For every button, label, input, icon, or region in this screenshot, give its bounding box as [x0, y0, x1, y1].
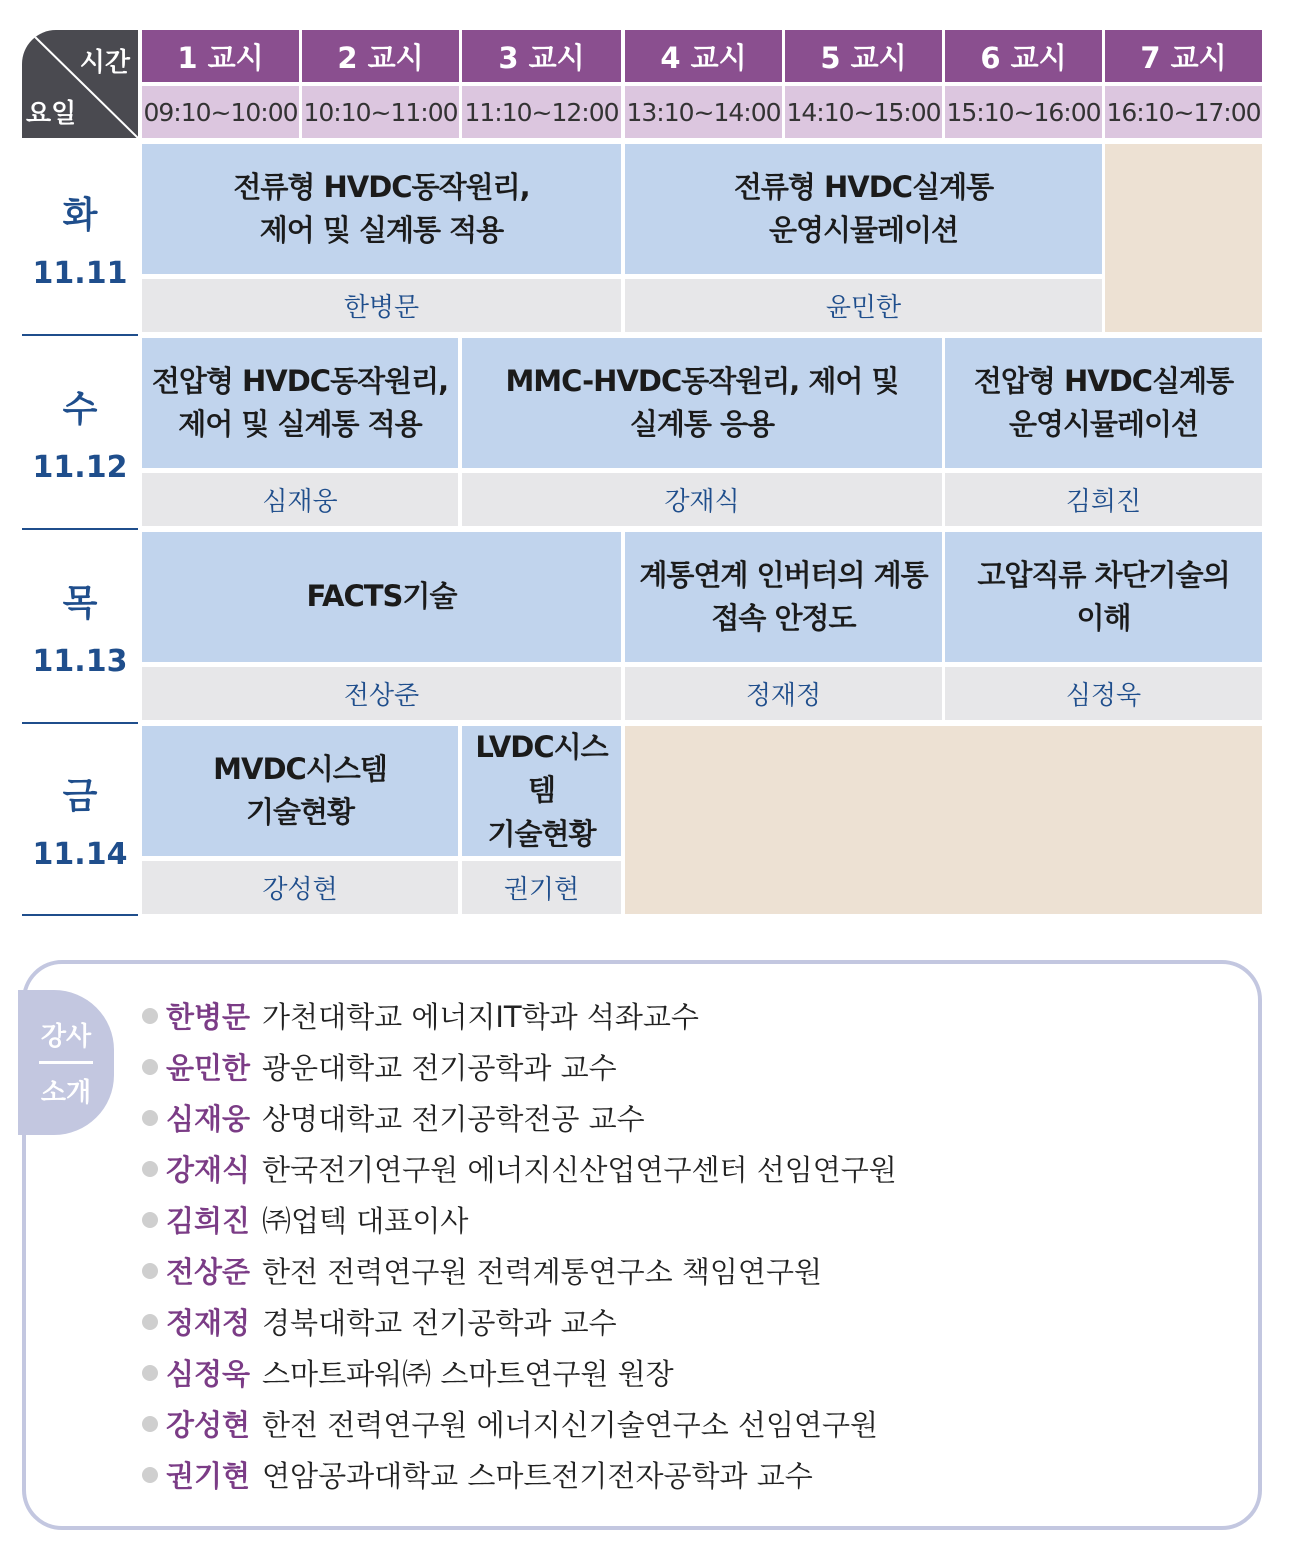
day-name: 화 — [62, 195, 98, 236]
session-title-tue-1 — [142, 144, 621, 274]
session-title-line: 운영시뮬레이션 — [1008, 407, 1199, 441]
session-title-line: 제어 및 실계통 적용 — [178, 407, 422, 441]
instructor-name: 정재정 — [166, 1306, 251, 1340]
bullet-icon — [142, 1263, 158, 1279]
instructor-list — [142, 990, 1242, 1500]
instructor-name: 전상준 — [166, 1255, 251, 1289]
day-label-fri — [22, 726, 138, 916]
session-title-line: 제어 및 실계통 적용 — [259, 213, 504, 247]
session-title-fri-1 — [142, 726, 458, 856]
day-date: 11.11 — [32, 256, 128, 291]
session-instructor-thu-1: 전상준 — [142, 667, 621, 720]
session-title-line: 전류형 HVDC동작원리, — [233, 169, 530, 204]
day-label-thu — [22, 532, 138, 724]
session-title-wed-2 — [462, 338, 942, 468]
session-title-line: MVDC시스템 — [213, 751, 387, 786]
session-instructor-wed-1: 심재웅 — [142, 473, 458, 526]
session-title-thu-2 — [625, 532, 942, 662]
day-name: 수 — [62, 389, 98, 430]
empty-slot — [1105, 144, 1262, 332]
list-item — [142, 1398, 1242, 1449]
bullet-icon — [142, 1110, 158, 1126]
badge-line: 소개 — [40, 1078, 92, 1108]
list-item — [142, 990, 1242, 1041]
session-title-line: MMC-HVDC동작원리, 제어 및 — [505, 363, 899, 398]
instructor-name: 권기현 — [166, 1459, 251, 1493]
instructor-name: 심정욱 — [166, 1357, 251, 1391]
instructor-name: 심재웅 — [166, 1102, 251, 1136]
session-title-line: 이해 — [1076, 601, 1131, 635]
instructor-name: 윤민한 — [166, 1051, 251, 1085]
instructor-intro-badge — [18, 990, 114, 1135]
instructor-desc: 한국전기연구원 에너지신산업연구센터 선임연구원 — [262, 1153, 897, 1187]
period-header-1: 1 교시 — [142, 30, 299, 82]
session-title-wed-3 — [945, 338, 1262, 468]
bullet-icon — [142, 1314, 158, 1330]
day-name: 금 — [62, 776, 98, 817]
bullet-icon — [142, 1416, 158, 1432]
instructor-desc: ㈜업텍 대표이사 — [262, 1204, 469, 1238]
instructor-desc: 상명대학교 전기공학전공 교수 — [262, 1102, 645, 1136]
bullet-icon — [142, 1365, 158, 1381]
instructor-desc: 연암공과대학교 스마트전기전자공학과 교수 — [262, 1459, 813, 1493]
bullet-icon — [142, 1212, 158, 1228]
period-time-2: 10:10~11:00 — [302, 86, 459, 138]
bullet-icon — [142, 1161, 158, 1177]
list-item — [142, 1041, 1242, 1092]
list-item — [142, 1245, 1242, 1296]
session-instructor-tue-1: 한병문 — [142, 279, 621, 332]
session-title-fri-2 — [462, 726, 621, 856]
session-title-line: LVDC시스템 — [475, 729, 608, 808]
session-instructor-thu-2: 정재정 — [625, 667, 942, 720]
session-title-line: 고압직류 차단기술의 — [977, 557, 1230, 592]
instructor-desc: 가천대학교 에너지IT학과 석좌교수 — [262, 1000, 699, 1034]
session-title-thu-1 — [142, 532, 621, 662]
instructor-name: 한병문 — [166, 1000, 251, 1034]
session-title-line: 접속 안정도 — [711, 601, 856, 635]
session-instructor-fri-2: 권기현 — [462, 861, 621, 914]
badge-line: 강사 — [40, 1022, 92, 1052]
day-label-wed — [22, 338, 138, 530]
period-time-6: 15:10~16:00 — [945, 86, 1102, 138]
period-time-3: 11:10~12:00 — [462, 86, 621, 138]
bullet-icon — [142, 1059, 158, 1075]
period-time-4: 13:10~14:00 — [625, 86, 782, 138]
session-instructor-wed-2: 강재식 — [462, 473, 942, 526]
session-title-thu-3 — [945, 532, 1262, 662]
period-time-1: 09:10~10:00 — [142, 86, 299, 138]
instructor-desc: 한전 전력연구원 전력계통연구소 책임연구원 — [262, 1255, 822, 1289]
session-title-line: 계통연계 인버터의 계통 — [639, 557, 928, 592]
session-title-tue-2 — [625, 144, 1102, 274]
corner-time-label: 시간 — [79, 48, 130, 78]
period-header-4: 4 교시 — [625, 30, 782, 82]
list-item — [142, 1449, 1242, 1500]
day-name: 목 — [62, 583, 98, 624]
period-time-7: 16:10~17:00 — [1105, 86, 1262, 138]
corner-day-label: 요일 — [26, 99, 77, 129]
period-header-3: 3 교시 — [462, 30, 621, 82]
session-title-line: 기술현황 — [487, 816, 596, 851]
list-item — [142, 1347, 1242, 1398]
session-title-line: 전압형 HVDC동작원리, — [151, 363, 449, 398]
period-header-7: 7 교시 — [1105, 30, 1262, 82]
instructor-desc: 광운대학교 전기공학과 교수 — [262, 1051, 617, 1085]
day-date: 11.14 — [32, 837, 128, 872]
period-header-5: 5 교시 — [785, 30, 942, 82]
corner-header — [22, 30, 138, 138]
instructor-desc: 스마트파워㈜ 스마트연구원 원장 — [262, 1357, 674, 1391]
session-title-line: 전류형 HVDC실계통 — [733, 169, 994, 204]
day-date: 11.12 — [32, 450, 128, 485]
session-instructor-thu-3: 심정욱 — [945, 667, 1262, 720]
session-title-wed-1 — [142, 338, 458, 468]
period-header-2: 2 교시 — [302, 30, 459, 82]
session-instructor-tue-2: 윤민한 — [625, 279, 1102, 332]
instructor-desc: 한전 전력연구원 에너지신기술연구소 선임연구원 — [262, 1408, 878, 1442]
day-label-tue — [22, 144, 138, 336]
period-time-5: 14:10~15:00 — [785, 86, 942, 138]
session-title-line: 운영시뮬레이션 — [768, 213, 959, 247]
badge-divider — [39, 1061, 93, 1064]
bullet-icon — [142, 1467, 158, 1483]
bullet-icon — [142, 1008, 158, 1024]
instructor-desc: 경북대학교 전기공학과 교수 — [262, 1306, 617, 1340]
session-instructor-fri-1: 강성현 — [142, 861, 458, 914]
instructor-name: 강재식 — [166, 1153, 251, 1187]
session-title-line: 실계통 응용 — [629, 407, 775, 441]
empty-slot — [625, 726, 1262, 914]
period-header-6: 6 교시 — [945, 30, 1102, 82]
list-item — [142, 1143, 1242, 1194]
list-item — [142, 1092, 1242, 1143]
session-title-line: 전압형 HVDC실계통 — [973, 363, 1234, 398]
list-item — [142, 1194, 1242, 1245]
session-instructor-wed-3: 김희진 — [945, 473, 1262, 526]
session-title-line: 기술현황 — [245, 795, 355, 829]
instructor-name: 강성현 — [166, 1408, 251, 1442]
list-item — [142, 1296, 1242, 1347]
session-title-line: FACTS기술 — [306, 579, 457, 614]
instructor-name: 김희진 — [166, 1204, 251, 1238]
day-date: 11.13 — [32, 644, 128, 679]
